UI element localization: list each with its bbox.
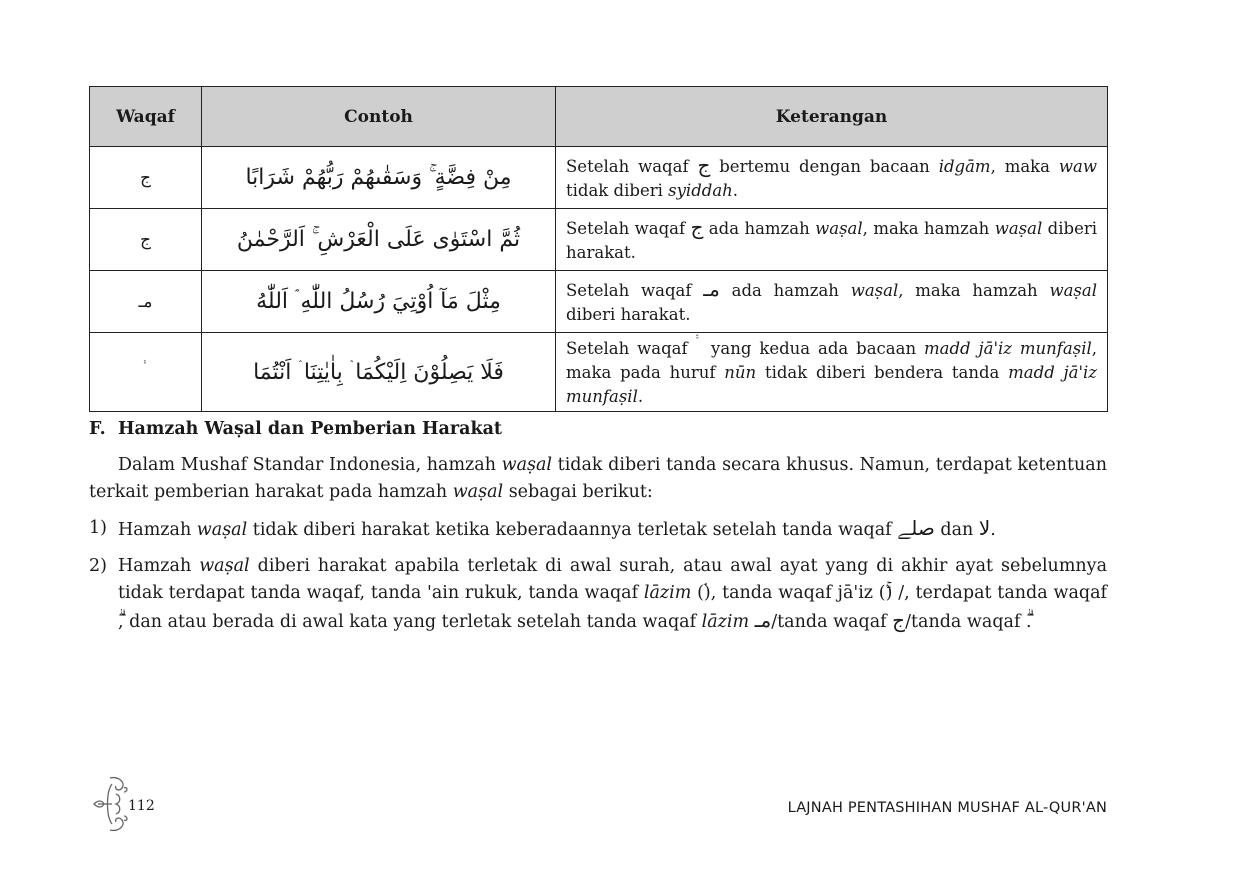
waqaf-symbol: مـ [90, 271, 202, 333]
section-heading [89, 416, 1107, 443]
list-number: 2) [89, 556, 107, 576]
list-item: 1) Hamzah waṣal tidak diberi harakat ketika keberadaannya terletak setelah tanda waqaf ﺻﻠﮯ dan ﻻ. [89, 516, 996, 540]
description: Setelah waqaf مـ ada hamzah waṣal, maka hamzah waṣal diberi harakat. [556, 271, 1108, 333]
section-title: Hamzah Waṣal dan Pemberian Harakat [118, 419, 502, 439]
section-f [89, 416, 1107, 645]
waqaf-glyph: مـ [703, 276, 720, 301]
waqaf-glyph: ۛ ۛ [695, 335, 704, 359]
table-header-row [90, 87, 1108, 147]
waqaf-symbol: ۛ ۛ [90, 333, 202, 412]
intro-paragraph: Dalam Mushaf Standar Indonesia, hamzah waṣal tidak diberi tanda secara khusus. Namun, terdapat ketentuan terkait pemberian harakat pada hamzah waṣal sebagai berikut: [89, 455, 1107, 502]
list-item: 2) Hamzah waṣal diberi harakat apabila terletak di awal surah, atau awal ayat yang di akhir ayat sebelumnya tidak terdapat tanda waqaf, tanda 'ain rukuk, tanda waqaf lāzim (ۘ), tanda waqaf jā'iz (ۚ) /, terdapat tanda waqaf , dan atau berada di awal kata yang terletak setelah tanda waqaf lāzim مـ/tanda waqaf ج/tanda waqaf . [89, 553, 1107, 636]
waqaf-table [89, 86, 1108, 412]
description: Setelah waqaf ۛ ۛ yang kedua ada bacaan madd jā'iz munfaṣil, maka pada huruf nūn tidak diberi bendera tanda madd jā'iz munfaṣil. [556, 333, 1108, 412]
waqaf-glyph: ج [697, 152, 711, 177]
description: Setelah waqaf ج bertemu dengan bacaan idgām, maka waw tidak diberi syiddah. [556, 147, 1108, 209]
page-number: 112 [128, 798, 155, 814]
waqaf-glyph: ﻻ [978, 516, 991, 540]
table-row [90, 333, 1108, 412]
table-row [90, 271, 1108, 333]
publisher-footer: LAJNAH PENTASHIHAN MUSHAF AL-QUR'AN [787, 800, 1107, 816]
table-row [90, 209, 1108, 271]
list-number: 1) [89, 518, 107, 538]
waqaf-glyph: ج [690, 214, 704, 239]
waqaf-glyph: مـ [754, 608, 772, 632]
waqaf-table-container [89, 86, 1107, 412]
waqaf-symbol: ج [90, 209, 202, 271]
waqaf-glyph: ﺻﻠﮯ [897, 516, 935, 540]
section-letter: F. [89, 419, 106, 439]
header-keterangan: Keterangan [556, 87, 1108, 147]
header-contoh: Contoh [202, 87, 556, 147]
waqaf-symbol: ج [90, 147, 202, 209]
arabic-example: مِثْلَ مَآ اُوْتِيَ رُسُلُ اللّٰهِ ۘ اَللّٰهُ [202, 271, 556, 333]
arabic-example: ثُمَّ اسْتَوٰى عَلَى الْعَرْشِ ۚ اَلرَّحْمٰنُ [202, 209, 556, 271]
table-row [90, 147, 1108, 209]
description: Setelah waqaf ج ada hamzah waṣal, maka hamzah waṣal diberi harakat. [556, 209, 1108, 271]
waqaf-glyph: ج [892, 608, 906, 632]
arabic-example: مِنْ فِضَّةٍ ۚ وَسَقٰىهُمْ رَبُّهُمْ شَرَابًا [202, 147, 556, 209]
arabic-example: فَلَا يَصِلُوْنَ اِلَيْكُمَا ۛ بِاٰيٰتِنَا ۛ اَنْتُمَا [202, 333, 556, 412]
header-waqaf: Waqaf [90, 87, 202, 147]
